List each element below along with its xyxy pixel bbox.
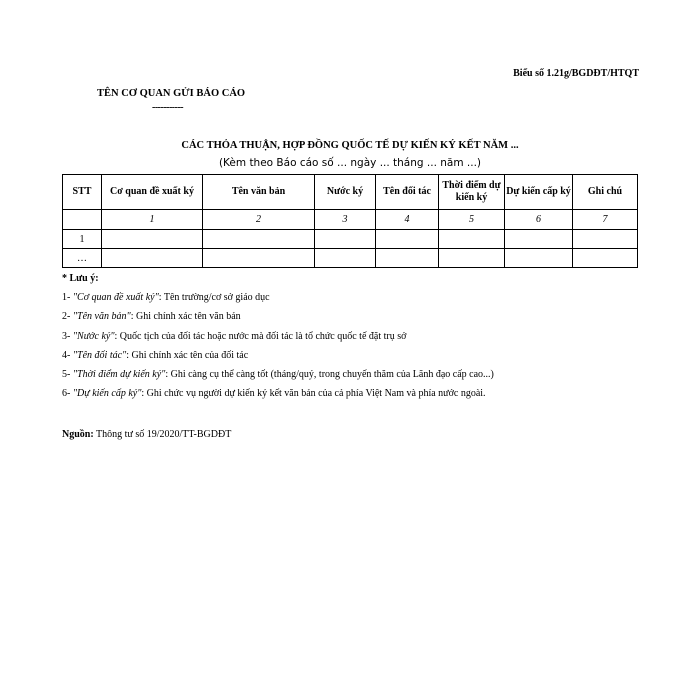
note-text: : Quốc tịch của đối tác hoặc nước mà đối tác là tổ chức quốc tế đặt trụ sở xyxy=(114,331,407,342)
table-row xyxy=(63,230,638,249)
note-term: "Tên văn bản" xyxy=(72,311,131,322)
note-term: "Tên đối tác" xyxy=(72,350,127,361)
note-term: "Dự kiến cấp ký" xyxy=(72,388,142,399)
table-cell xyxy=(203,230,315,249)
note-prefix: 4- xyxy=(62,350,73,361)
table-cell xyxy=(439,249,505,268)
note-item xyxy=(62,331,406,342)
table-cell xyxy=(505,249,573,268)
note-term: "Thời điểm dự kiến ký" xyxy=(72,369,166,380)
header-notes: Ghi chú xyxy=(573,175,638,210)
header-proposing-agency: Cơ quan đề xuất ký xyxy=(102,175,203,210)
source-line xyxy=(62,429,231,440)
note-text: : Ghi chính xác tên văn bản xyxy=(130,311,241,322)
header-expected-signing-level: Dự kiến cấp ký xyxy=(505,175,573,210)
header-stt: STT xyxy=(63,175,102,210)
document-subtitle: (Kèm theo Báo cáo số ... ngày ... tháng ... năm ...) xyxy=(218,157,482,169)
note-item xyxy=(62,350,248,361)
column-number-row xyxy=(63,210,638,230)
note-item xyxy=(62,369,494,380)
note-text: : Ghi chức vụ người dự kiến ký kết văn bản của cả phía Việt Nam và phía nước ngoài. xyxy=(141,388,486,399)
notes-heading: * Lưu ý: xyxy=(62,273,99,284)
note-item xyxy=(62,311,241,322)
table-cell xyxy=(315,249,376,268)
note-prefix: 6- xyxy=(62,388,73,399)
column-number: 7 xyxy=(573,210,638,230)
note-prefix: 2- xyxy=(62,311,73,322)
note-item xyxy=(62,292,270,303)
source-label: Nguồn: xyxy=(62,429,94,440)
note-term: "Cơ quan đề xuất ký" xyxy=(72,292,159,303)
column-number: 2 xyxy=(203,210,315,230)
table-cell: … xyxy=(63,249,102,268)
column-number: 3 xyxy=(315,210,376,230)
table-cell xyxy=(102,230,203,249)
note-text: : Tên trường/cơ sở giáo dục xyxy=(158,292,270,303)
note-prefix: 1- xyxy=(62,292,73,303)
header-document-name: Tên văn bản xyxy=(203,175,315,210)
table-cell xyxy=(203,249,315,268)
table-cell xyxy=(573,249,638,268)
table-cell xyxy=(505,230,573,249)
note-item xyxy=(62,388,486,399)
document-title: CÁC THỎA THUẬN, HỢP ĐỒNG QUỐC TẾ DỰ KIẾN KÝ KẾT NĂM ... xyxy=(181,140,519,151)
note-term: "Nước ký" xyxy=(72,331,115,342)
column-number: 5 xyxy=(439,210,505,230)
table-row xyxy=(63,249,638,268)
agency-separator: ----------- xyxy=(152,102,184,113)
source-text: Thông tư số 19/2020/TT-BGDĐT xyxy=(93,429,232,440)
header-partner-name: Tên đối tác xyxy=(376,175,439,210)
agreements-table xyxy=(62,174,638,268)
table-cell xyxy=(573,230,638,249)
column-number xyxy=(63,210,102,230)
reporting-agency-label: TÊN CƠ QUAN GỬI BÁO CÁO xyxy=(97,88,246,99)
table-header-row xyxy=(63,175,638,210)
table-cell xyxy=(376,230,439,249)
note-text: : Ghi chính xác tên của đối tác xyxy=(126,350,249,361)
table-cell xyxy=(439,230,505,249)
table-cell xyxy=(102,249,203,268)
table-cell xyxy=(315,230,376,249)
form-code: Biểu số 1.21g/BGDĐT/HTQT xyxy=(513,68,639,79)
note-prefix: 3- xyxy=(62,331,73,342)
table-cell: 1 xyxy=(63,230,102,249)
column-number: 6 xyxy=(505,210,573,230)
table-cell xyxy=(376,249,439,268)
header-expected-signing-time: Thời điểm dự kiến ký xyxy=(439,175,505,210)
note-prefix: 5- xyxy=(62,369,73,380)
note-text: : Ghi càng cụ thể càng tốt (tháng/quý, trong chuyến thăm của Lãnh đạo cấp cao...) xyxy=(165,369,494,380)
column-number: 1 xyxy=(102,210,203,230)
header-signing-country: Nước ký xyxy=(315,175,376,210)
column-number: 4 xyxy=(376,210,439,230)
